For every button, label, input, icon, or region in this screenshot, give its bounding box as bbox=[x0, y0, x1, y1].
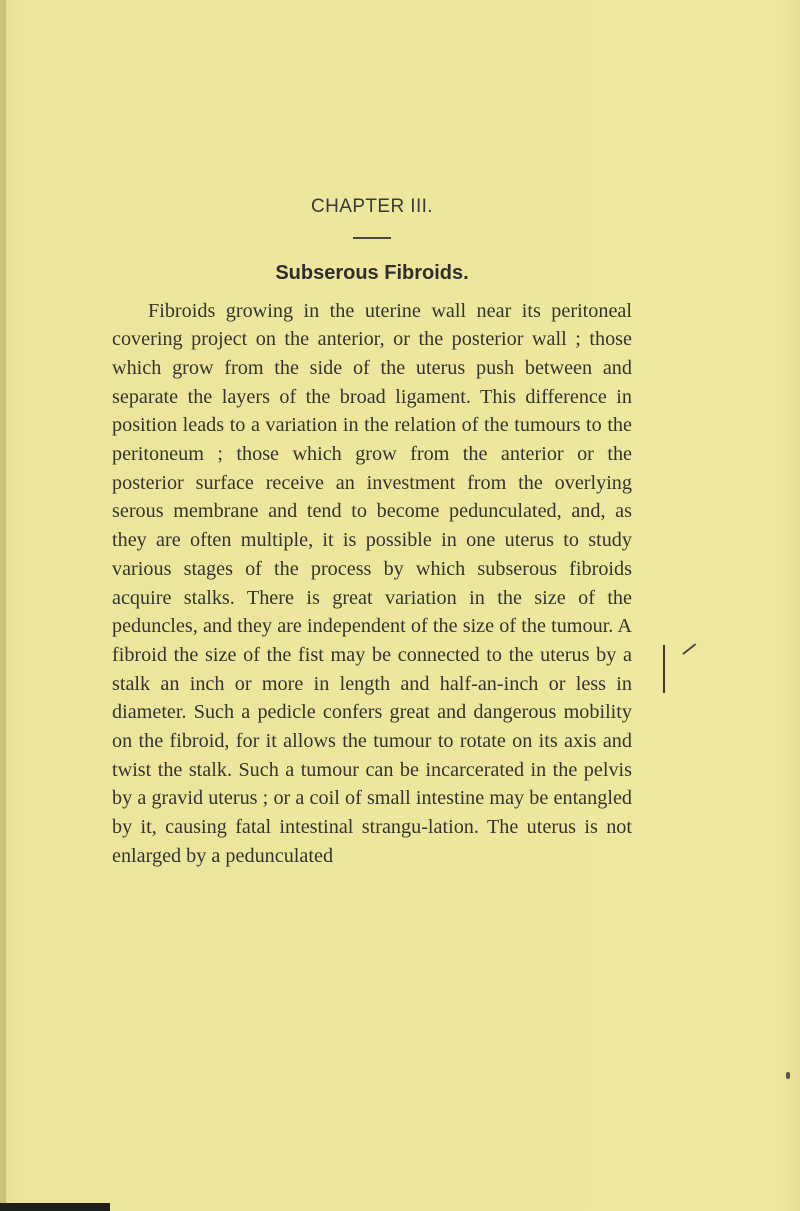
text-block bbox=[112, 194, 632, 871]
page-corner-shadow bbox=[0, 1203, 110, 1211]
section-title: Subserous Fibroids. bbox=[275, 261, 469, 284]
margin-bracket-mark bbox=[663, 645, 669, 693]
body-paragraph: Fibroids growing in the uterine wall near its peritoneal covering project on the anterior, or the posterior wall ; those which grow from the side of the uterus push between and separate the layers of the broad ligament. This difference in position leads to a variation in the relation of the tumours to the peritoneum ; those which grow from the anterior or the posterior surface receive an investment from the overlying serous membrane and tend to become pedunculated, and, as they are often multiple, it is possible in one uterus to study various stages of the process by which subserous fibroids acquire stalks. There is great variation in the size of the peduncles, and they are independent of the size of the tumour. A fibroid the size of the fist may be connected to the uterus by a stalk an inch or more in length and half-an-inch or less in diameter. Such a pedicle confers great and dangerous mobility on the fibroid, for it allows the tumour to rotate on its axis and twist the stalk. Such a tumour can be incarcerated in the pelvis by a gravid uterus ; or a coil of small intestine may be entangled by it, causing fatal intestinal strangu-lation. The uterus is not enlarged by a pedunculated bbox=[112, 299, 632, 867]
margin-dot-mark bbox=[786, 1072, 790, 1079]
heading-rule bbox=[353, 237, 391, 239]
chapter-heading: CHAPTER III. bbox=[311, 196, 433, 217]
margin-tick-mark bbox=[682, 643, 696, 654]
page-binding-edge bbox=[0, 0, 6, 1211]
